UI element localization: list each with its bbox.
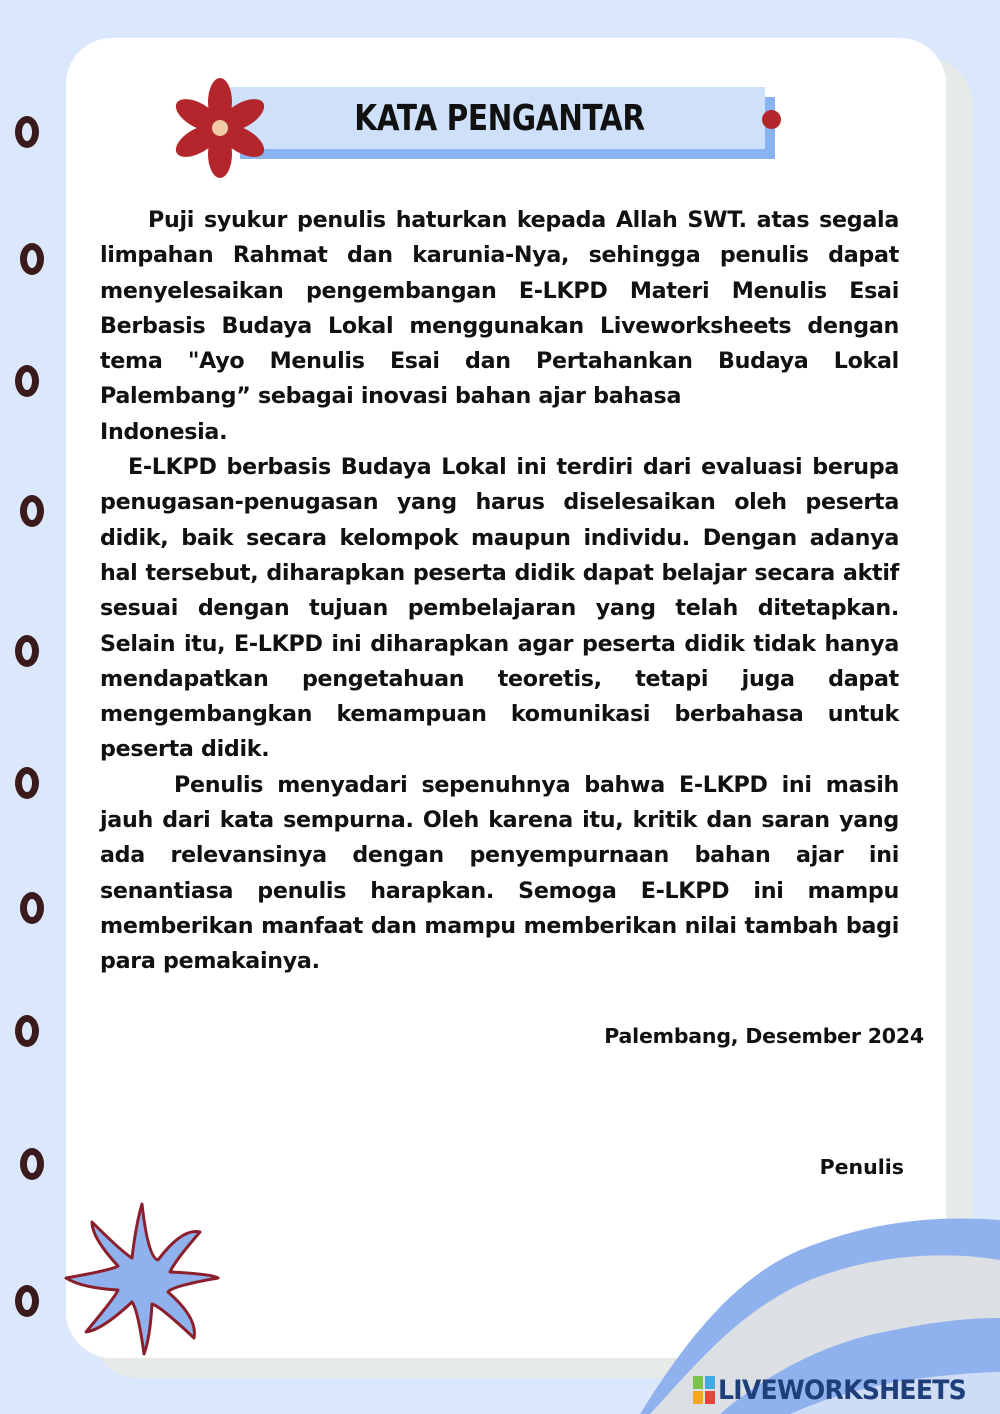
paragraph-1-end: Indonesia. [100, 418, 228, 445]
binder-ring-icon [15, 635, 39, 667]
foreword-body [100, 203, 899, 980]
red-dot-decoration [762, 110, 781, 129]
page-title: KATA PENGANTAR [354, 98, 645, 139]
binder-ring-icon [20, 243, 44, 275]
watermark-text: LIVEWORKSHEETS [718, 1374, 966, 1406]
binder-ring-icon [15, 365, 39, 397]
place-date: Palembang, Desember 2024 [604, 1024, 924, 1048]
binder-ring-icon [20, 1148, 44, 1180]
binder-ring-icon [15, 1285, 39, 1317]
paragraph-3: Penulis menyadari sepenuhnya bahwa E-LKPD ini masih jauh dari kata sempurna. Oleh karena itu, kritik dan saran yang ada relevansinya dengan penyempurnaan bahan ajar ini senantiasa penulis harapkan. Semoga E-LKPD ini mampu memberikan manfaat dan mampu memberikan nilai tambah bagi para pemakainya. [100, 771, 899, 975]
blue-starburst-icon [62, 1198, 222, 1358]
author-signature: Penulis [819, 1155, 904, 1179]
liveworksheets-logo-icon [693, 1376, 715, 1404]
binder-ring-icon [20, 892, 44, 924]
liveworksheets-watermark [693, 1372, 985, 1408]
red-flower-icon [170, 78, 270, 178]
paragraph-2: E-LKPD berbasis Budaya Lokal ini terdiri dari evaluasi berupa penugasan-penugasan yang harus diselesaikan oleh peserta didik, baik secara kelompok maupun individu. Dengan adanya hal tersebut, diharapkan peserta didik dapat belajar secara aktif sesuai dengan tujuan pembelajaran yang telah ditetapkan. Selain itu, E-LKPD ini diharapkan agar peserta didik tidak hanya mendapatkan pengetahuan teoretis, tetapi juga dapat mengembangkan kemampuan komunikasi berbahasa untuk peserta didik. [100, 454, 899, 763]
paragraph-1: Puji syukur penulis haturkan kepada Allah SWT. atas segala limpahan Rahmat dan karunia-Nya, sehingga penulis dapat menyelesaikan pengembangan E-LKPD Materi Menulis Esai Berbasis Budaya Lokal menggunakan Liveworksheets dengan tema "Ayo Menulis Esai dan Pertahankan Budaya Lokal Palembang” sebagai inovasi bahan ajar bahasa [100, 207, 899, 410]
binder-ring-icon [15, 116, 39, 148]
binder-ring-icon [15, 1015, 39, 1047]
binder-ring-icon [15, 767, 39, 799]
binder-ring-icon [20, 495, 44, 527]
